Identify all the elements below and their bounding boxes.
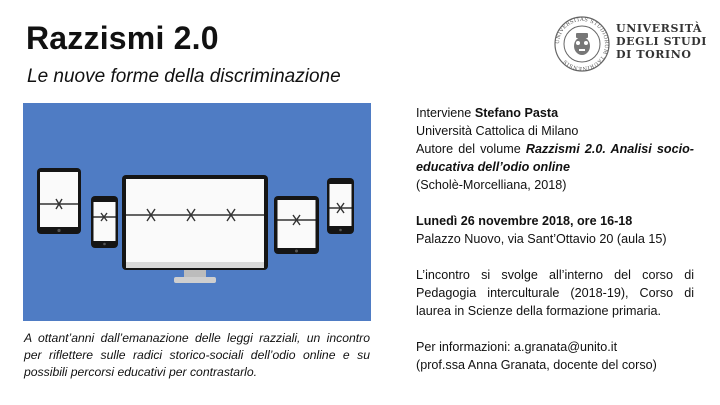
phone-left-icon	[91, 196, 118, 248]
page-title: Razzismi 2.0	[26, 20, 219, 56]
university-name-line2: DEGLI STUDI	[616, 35, 708, 48]
phone-right-icon	[327, 178, 354, 234]
monitor-icon	[122, 175, 268, 283]
event-caption: A ottant’anni dall’emanazione delle leggi razziali, un incontro per riflettere sulle radici storico-sociali dell’odio online e su possibili percorsi educativi per contrastarlo.	[24, 331, 370, 379]
barbed-wire-devices-illustration	[23, 103, 371, 321]
event-datetime: Lunedì 26 novembre 2018, ore 16-18	[416, 214, 633, 228]
event-info	[416, 104, 694, 374]
speaker-intro: Interviene	[416, 106, 475, 120]
book-title: Razzismi 2.0. Analisi socio-educativa dell’odio online	[416, 142, 694, 174]
university-name	[616, 22, 716, 61]
page-subtitle: Le nuove forme della discriminazione	[27, 66, 341, 87]
contact-prefix: Per informazioni:	[416, 340, 514, 354]
contact-person: (prof.ssa Anna Granata, docente del corso)	[416, 358, 657, 372]
speaker-line	[416, 104, 694, 122]
course-description: L’incontro si svolge all’interno del corso di Pedagogia interculturale (2018-19), Corso di laurea in Scienze della formazione primaria.	[416, 268, 694, 318]
speaker-name: Stefano Pasta	[474, 106, 559, 120]
seal-text: UNIVERSITAS STUDIORUM TAURINENSIS	[554, 16, 610, 72]
book-line	[416, 140, 694, 176]
tablet-left-icon	[37, 168, 81, 234]
seal-emblem-icon	[574, 33, 590, 55]
tablet-right-icon	[274, 196, 319, 254]
university-name-line3: DI TORINO	[616, 48, 692, 61]
book-publisher: (Scholè-Morcelliana, 2018)	[416, 178, 567, 192]
speaker-affiliation: Università Cattolica di Milano	[416, 124, 579, 138]
book-author-prefix: Autore del volume	[416, 142, 526, 156]
contact-line	[416, 338, 694, 356]
contact-email[interactable]: a.granata@unito.it	[514, 340, 618, 354]
university-name-line1: UNIVERSITÀ	[616, 22, 703, 35]
event-location: Palazzo Nuovo, via Sant’Ottavio 20 (aula 15)	[416, 232, 667, 246]
